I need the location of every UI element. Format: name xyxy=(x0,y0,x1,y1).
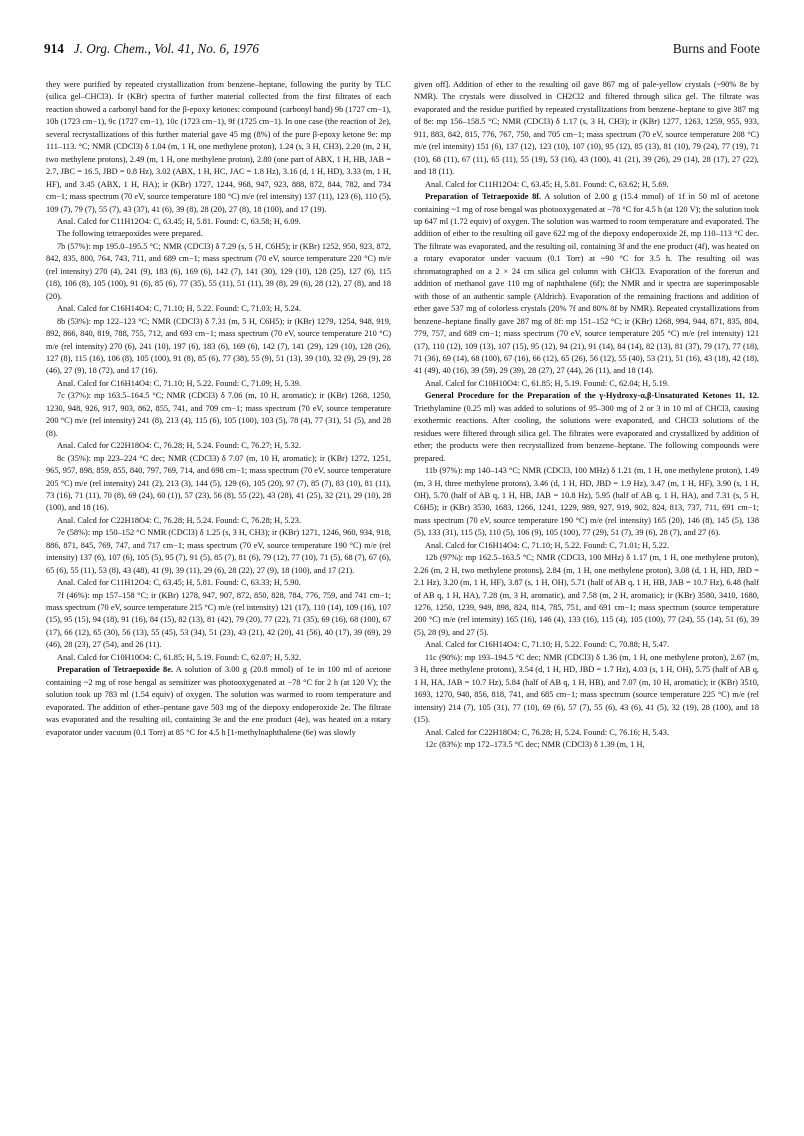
paragraph xyxy=(46,390,391,440)
paragraph xyxy=(414,727,759,739)
paragraph-text: Anal. Calcd for C16H14O4: C, 71.10; H, 5.22. Found: C, 71.01; H, 5.22. xyxy=(425,540,670,550)
paragraph xyxy=(414,739,759,751)
paragraph xyxy=(46,241,391,303)
paragraph xyxy=(414,652,759,727)
paragraph xyxy=(414,179,759,191)
paragraph xyxy=(414,540,759,552)
paragraph xyxy=(46,515,391,527)
paragraph-text: 7c (37%): mp 163.5–164.5 °C; NMR (CDCl3) δ 7.06 (m, 10 H, aromatic); ir (KBr) 1268, 1250, 1230, 948, 926, 917, 903, 862, 855, 741, and 709 cm−1; mass spectrum (70 eV, source temperature 200 °C) m/e (rel intensity) 241 (8), 213 (4), 115 (6), 105 (100), 103 (5), 78 (4), 77 (31), 51 (5), and 28 (8). xyxy=(46,391,391,438)
paragraph xyxy=(46,527,391,577)
paragraph-text: they were purified by repeated crystallization from benzene–heptane, following the purity by TLC (silica gel–CHCl3). Ir (KBr) spectra of further material collected from the first filtrates of each reaction showed a carbonyl band for the β-epoxy ketones: compound (carbonyl band) 9b (1727 cm−1), 10b (1723 cm−1), 9c (1727 cm−1), 10c (1723 cm−1), 9f (1725 cm−1). In one case (the reaction of 2e), several recrystallizations of this further material gave 45 mg (8%) of the pure β-epoxy ketone 9e: mp 111–113. °C; NMR (CDCl3) δ 1.04 (m, 1 H, one methylene proton), 1.24 (s, 3 H, CH3), 2.20 (m, 2 H, two methylene protons), 2.49 (m, 1 H, one methylene proton), 2.80 (one part of ABX, 1 H, HB, JAB = 2.7, JBC = 16.5, JBD = 0.8 Hz), 3.02 (ABX, 1 H, HC, JAC = 1.8 Hz), 3.16 (d, 1 H, HD), 3.33 (m, 1 H, HF), and 3.45 (ABX, 1 H, HA); ir (KBr) 1727, 1244, 968, 947, 923, 888, 872, 844, 782, and 734 cm−1; mass spectrum (70 eV, source temperature 180 °C) m/e (rel intensity) 137 (11), 123 (6), 110 (5), 109 (7), 79 (7), 55 (7), 43 (37), 41 (6), 39 (8), 28 (20), 27 (8), 18 (100), and 17 (19). xyxy=(46,80,391,214)
paragraph-text: 7e (58%): mp 150–152 °C NMR (CDCl3) δ 1.25 (s, 3 H, CH3); ir (KBr) 1271, 1246, 960, 934, 918, 886, 871, 845, 769, 747, and 717 cm−1; mass spectrum (70 eV, source temperature 190 °C) m/e (rel intensity) 137 (6), 107 (6), 105 (5), 95 (7), 91 (5), 85 (7), 81 (6), 79 (12), 77 (10), 71 (5), 68 (7), 67 (6), 65 (6), 55 (11), 53 (8), 43 (48), 41 (9), 39 (11), 29 (6), 28 (22), 27 (9), 18 (100), and 17 (21). xyxy=(46,528,391,575)
paragraph xyxy=(414,639,759,651)
paragraph-text: Anal. Calcd for C11H12O4: C, 63.45; H, 5.81. Found: C, 63.33; H, 5.90. xyxy=(57,578,301,588)
paragraph xyxy=(414,378,759,390)
paragraph-text: A solution of 3.00 g (20.8 mmol) of 1e in 100 ml of acetone containing ~2 mg of rose bengal as sensitizer was photooxygenated at −78 °C for 2 h (at 120 V); the solution took up 783 ml (1.54 equiv) of oxygen. The solution was warmed to room temperature and evaporated. The addition of ether–pentane gave 503 mg of the diepoxy endoperoxide 2e. The filtrate was evaporated and the resulting oil, containing 3e and the ene product (4e), was heated on a rotary evaporator under vacuum (0.1 Torr) at 85 °C for 4.5 h [1-methylnaphthalene (6e) was slowly xyxy=(46,665,391,737)
paragraph-text: A solution of 2.00 g (15.4 mmol) of 1f in 50 ml of acetone containing ~1 mg of rose bengal was photooxygenated at −78 °C for 4.5 h (at 120 V); the solution took up 647 ml (1.72 equiv) of oxygen. The solution was warmed to room temperature and evaporated. The addition of ether to the resulting oil gave 622 mg of the diepoxy endoperoxide 2f, mp 110–113 °C dec. The filtrate was evaporated, and the resulting oil, containing 3f and the ene product (4f), was heated on a rotary evaporator under vacuum (0.1 Torr) at ~90 °C for 3.5 h. The resulting oil was chromatographed on a 2 × 24 cm silica gel column with CHCl3. Evaporation of the forerun and addition of methanol gave 110 mg of naphthalene (6f); the NMR and ir spectra are superimposable with those of an authentic sample (Aldrich). Evaporation of the remaining fractions and addition of ether gave 537 mg of colorless crystals (20% 7f and 80% 8f by NMR). Repeated crystallizations from benzene–heptane finally gave 287 mg of 8f: mp 151–152 °C; ir (KBr) 1268, 994, 944, 871, 835, 804, 779, 757, and 689 cm−1; mass spectrum (70 eV, source temperature 205 °C) m/e (rel intensity) 121 (17), 110 (12), 109 (13), 107 (15), 95 (12), 94 (21), 91 (14), 84 (14), 82 (13), 81 (37), 79 (17), 77 (18), 71 (36), 69 (14), 68 (100), 67 (16), 66 (12), 65 (26), 56 (12), 55 (40), 53 (21), 51 (16), 43 (18), 42 (18), 41 (49), 40 (16), 39 (59), 29 (39), 28 (27), 27 (44), 26 (11), and 18 (14). xyxy=(414,192,759,376)
section-heading: General Procedure for the Preparation of the γ-Hydroxy-α,β-Unsaturated Ketones 11, 12. xyxy=(425,391,759,401)
paragraph-text: 7b (57%): mp 195.0–195.5 °C; NMR (CDCl3) δ 7.29 (s, 5 H, C6H5); ir (KBr) 1252, 950, 923, 872, 842, 835, 800, 764, 743, 711, and 689 cm−1; mass spectrum (70 eV, source temperature 220 °C) m/e (rel intensity) 270 (4), 241 (9), 183 (6), 169 (6), 142 (7), 141 (30), 129 (10), 128 (25), 127 (6), 115 (18), 106 (8), 105 (100), 91 (6), 85 (6), 77 (35), 55 (11), 51 (11), 39 (8), 29 (6), 28 (12), 27 (8), and 18 (20). xyxy=(46,241,391,301)
paragraph xyxy=(46,303,391,315)
running-header xyxy=(44,41,760,63)
paragraph-text: Anal. Calcd for C11H12O4: C, 63.45; H, 5.81. Found: C, 63.62; H, 5.69. xyxy=(425,179,669,189)
paragraph-text: Anal. Calcd for C22H18O4: C, 76.28; H, 5.24. Found: C, 76.28; H, 5.23. xyxy=(57,515,302,525)
section-heading: Preparation of Tetraepoxide 8e. xyxy=(57,665,173,675)
paragraph-text: 12c (83%): mp 172–173.5 °C dec; NMR (CDCl3) δ 1.39 (m, 1 H, xyxy=(425,740,645,750)
page-number: 914 xyxy=(44,41,64,56)
paragraph-text: Anal. Calcd for C22H18O4: C, 76.28; H, 5.24. Found: C, 76.16; H, 5.43. xyxy=(425,727,670,737)
paragraph-text: 8b (53%): mp 122–123 °C; NMR (CDCl3) δ 7.31 (m, 5 H, C6H5); ir (KBr) 1279, 1254, 948, 919, 892, 866, 840, 819, 788, 755, 712, and 693 cm−1; mass spectrum (70 eV, source temperature 210 °C) m/e (rel intensity) 270 (6), 241 (10), 197 (6), 183 (6), 169 (6), 142 (7), 141 (29), 129 (10), 128 (26), 127 (8), 115 (16), 106 (8), 105 (100), 91 (8), 85 (6), 77 (38), 55 (9), 51 (13), 39 (10), 32 (9), 29 (9), 28 (46), 27 (9), 18 (72), and 17 (16). xyxy=(46,316,391,376)
paragraph-text: Triethylamine (0.25 ml) was added to solutions of 95–300 mg of 2 or 3 in 10 ml of CHCl3, causing exothermic reactions. After cooling, the solutions were evaporated, and CHCl3 solutions of the residues were filtered through silica gel. The filtrates were evaporated and crystallized by addition of ether; the products were then recrystallized from benzene–heptane. The following compounds were prepared. xyxy=(414,403,759,463)
paragraph xyxy=(46,590,391,652)
paragraph-text: 7f (46%): mp 157–158 °C; ir (KBr) 1278, 947, 907, 872, 850, 828, 784, 776, 759, and 741 cm−1; mass spectrum (70 eV, source temperature 215 °C) m/e (rel intensity) 121 (17), 110 (14), 109 (16), 107 (15), 95 (15), 94 (18), 91 (16), 84 (15), 82 (13), 81 (42), 79 (20), 77 (22), 71 (35), 69 (16), 68 (100), 67 (17), 66 (12), 65 (30), 56 (13), 55 (45), 53 (34), 51 (23), 43 (21), 42 (20), 41 (56), 40 (17), 39 (69), 29 (46), 28 (23), 27 (54), and 26 (11). xyxy=(46,590,391,650)
paragraph xyxy=(46,652,391,664)
paragraph xyxy=(414,552,759,639)
paragraph-text: 12b (97%): mp 162.5–163.5 °C; NMR (CDCl3, 100 MHz) δ 1.17 (m, 1 H, one methylene proton), 2.26 (m, 2 H, two methylene protons), 2.84 (m, 1 H, one methylene proton), 3.08 (d, 1 H, HD, JBD = 2.1 Hz), 3.20 (m, 1 H, HF), 3.87 (s, 1 H, OH), 5.71 (half of AB q, 1 H, HB, JAB = 10.7 Hz), 6.48 (half of AB q, 1 H, HA), 7.28 (m, 3 H, aromatic), and 7.58 (m, 2 H, aromatic); ir (KBr) 3580, 3410, 1680, 1276, 1250, 1239, 949, 898, 824, 814, 785, 751, and 691 cm−1; mass spectrum (source temperature 200 °C) m/e (rel intensity) 165 (16), 146 (4), 133 (16), 115 (4), 105 (100), 77 (24), 55 (14), 51 (6), 39 (5), 28 (9), and 27 (5). xyxy=(414,553,759,637)
paragraph xyxy=(414,191,759,378)
paragraph xyxy=(46,453,391,515)
paragraph-text: Anal. Calcd for C16H14O4: C, 71.10; H, 5.22. Found: C, 71.03; H, 5.24. xyxy=(57,304,302,314)
paragraph xyxy=(46,440,391,452)
paragraph-text: The following tetraepoxides were prepared. xyxy=(57,229,203,239)
paragraph-text: Anal. Calcd for C11H12O4: C, 63.45; H, 5.81. Found: C, 63.58; H, 6.09. xyxy=(57,216,301,226)
paragraph xyxy=(46,316,391,378)
journal-citation: J. Org. Chem., Vol. 41, No. 6, 1976 xyxy=(73,41,260,56)
paragraph xyxy=(414,465,759,540)
running-authors: Burns and Foote xyxy=(672,41,760,56)
paragraph xyxy=(46,228,391,240)
right-column xyxy=(414,79,759,1129)
paragraph-text: 11c (90%): mp 193–194.5 °C dec; NMR (CDCl3) δ 1.36 (m, 1 H, one methylene proton), 2.67 (m, 3 H, three methylene protons), 3.54 (d, 1 H, HD, JBD = 1.7 Hz), 4.03 (s, 1 H, OH), 5.75 (half of AB q, 1 H, HA, JAB = 10.7 Hz), 5.84 (half of AB q, 1 H, HB), and 7.07 (m, 10 H, aromatic); ir (KBr) 3510, 1693, 1270, 940, 856, 818, 741, and 685 cm−1; mass spectrum (source temperature 225 °C) m/e (rel intensity) 214 (7), 105 (31), 77 (10), 69 (6), 57 (7), 55 (6), 43 (6), 41 (5), 32 (19), 28 (100), and 18 (15). xyxy=(414,652,759,725)
section-heading: Preparation of Tetraepoxide 8f. xyxy=(425,192,542,202)
paragraph-text: 8c (35%): mp 223–224 °C dec; NMR (CDCl3) δ 7.07 (m, 10 H, aromatic); ir (KBr) 1272, 1251, 965, 957, 898, 859, 855, 840, 797, 769, 714, and 698 cm−1; mass spectrum (70 eV, source temperature 205 °C) m/e (rel intensity) 241 (2), 213 (3), 144 (5), 129 (6), 105 (20), 97 (7), 85 (7), 83 (10), 81 (11), 73 (16), 71 (11), 70 (8), 69 (24), 60 (1)), 57 (23), 56 (8), 55 (22), 43 (28), 41 (25), 32 (21), 29 (10), 28 (100), and 18 (16). xyxy=(46,453,391,513)
continued-paragraph xyxy=(46,79,391,216)
paragraph-text: Anal. Calcd for C16H14O4: C, 71.10; H, 5.22. Found: C, 70.88; H, 5.47. xyxy=(425,640,670,650)
paragraph xyxy=(46,664,391,739)
paragraph-text: Anal. Calcd for C16H14O4: C, 71.10; H, 5.22. Found: C, 71.09; H, 5.39. xyxy=(57,378,302,388)
continued-paragraph xyxy=(414,79,759,179)
paragraph xyxy=(414,390,759,465)
paragraph-text: 11b (97%): mp 140–143 °C; NMR (CDCl3, 100 MHz) δ 1.21 (m, 1 H, one methylene proton), 1.49 (m, 3 H, three methylene protons), 3.46 (d, 1 H, HD, JBD = 1.9 Hz), 3.47 (m, 1 H, HF), 3.90 (s, 1 H, OH), 5.70 (half of AB q, 1 H, HB, JAB = 10.8 Hz), 5.95 (half of AB q, 1 H, HA), and 7.31 (s, 5 H, C6H5); ir (KBr) 3530, 1683, 1266, 1241, 1229, 989, 927, 919, 902, 824, 813, 737, 711, 691 cm−1; mass spectrum (70 eV, source temperature 190 °C) m/e (rel intensity) 165 (20), 146 (8), 145 (5), 138 (5), 133 (31), 115 (5), 110 (5), 106 (9), 105 (100), 77 (29), 51 (7), 39 (6), 28 (7), and 27 (6). xyxy=(414,466,759,538)
paragraph xyxy=(46,577,391,589)
paragraph-text: Anal. Calcd for C22H18O4: C, 76.28; H, 5.24. Found: C, 76.27; H, 5.32. xyxy=(57,441,302,451)
paragraph-text: Anal. Calcd for C10H10O4: C, 61.85; H, 5.19. Found: C, 62.04; H, 5.19. xyxy=(425,378,670,388)
paragraph-text: given off]. Addition of ether to the resulting oil gave 867 mg of pale-yellow crystals (~90% 8e by NMR). The crystals were dissolved in CH2Cl2 and filtered through silica gel. The filtrate was evaporated and the residue purified by repeated crystallizations from benzene–heptane to give 387 mg of 8e: mp 156–158.5 °C; NMR (CDCl3) δ 1.17 (s, 3 H, CH3); ir (KBr) 1277, 1263, 1259, 955, 933, 911, 883, 842, 815, 776, 767, 750, and 705 cm−1; mass spectrum (70 eV, source temperature 208 °C) m/e (rel intensity) 151 (6), 137 (12), 123 (10), 107 (10), 95 (12), 85 (13), 81 (10), 79 (24), 77 (19), 71 (10), 68 (11), 67 (11), 65 (11), 55 (19), 53 (16), 43 (100), 41 (21), 39 (26), 29 (14), 28 (17), 27 (22), and 18 (11). xyxy=(414,80,759,177)
paragraph xyxy=(46,378,391,390)
paragraph xyxy=(46,216,391,228)
left-column xyxy=(46,79,391,1129)
paragraph-text: Anal. Calcd for C10H10O4: C, 61.85; H, 5.19. Found: C, 62.07; H, 5.32. xyxy=(57,652,302,662)
